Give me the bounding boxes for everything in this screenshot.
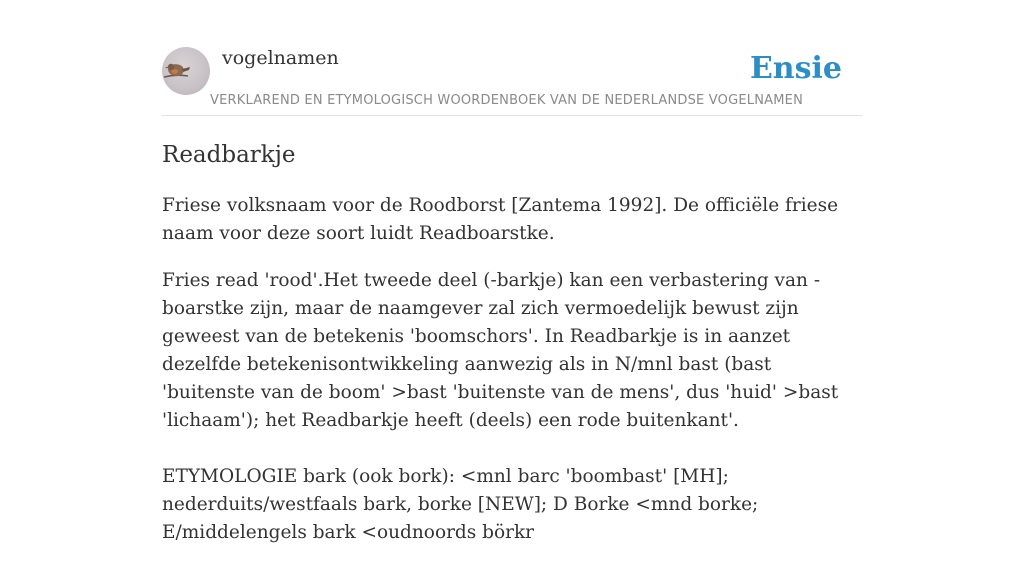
site-tagline: VERKLAREND EN ETYMOLOGISCH WOORDENBOEK VAN DE NEDERLANDSE VOGELNAMEN bbox=[210, 93, 804, 108]
page-title: Readbarkje bbox=[162, 142, 296, 168]
brand-logo[interactable]: Ensie bbox=[749, 51, 842, 86]
entry-paragraph: Fries read 'rood'.Het tweede deel (-barkje) kan een verbastering van -boarstke zijn, maar de naamgever zal zich vermoedelijk bewust zijn geweest van de betekenis 'boomschors'. In Readbarkje is in aanzet dezelfde betekenisontwikkeling aanwezig als in N/mnl bast (bast 'buitenste van de boom' >bast 'buitenste van de mens', dus 'huid' >bast 'lichaam'); het Readbarkje heeft (deels) een rode buitenkant'. bbox=[162, 270, 839, 431]
etymology-paragraph: ETYMOLOGIE bark (ook bork): <mnl barc 'boombast' [MH]; nederduits/westfaals bark, borke [NEW]; D Borke <mnd borke; E/middelengels bark <oudnoords börkr bbox=[162, 466, 759, 543]
entry-paragraph: Friese volksnaam voor de Roodborst [Zantema 1992]. De officiële friese naam voor deze soort luidt Readboarstke. bbox=[162, 195, 839, 244]
site-header bbox=[162, 0, 862, 116]
bird-photo-icon bbox=[162, 47, 210, 95]
site-name[interactable]: vogelnamen bbox=[222, 47, 339, 69]
entry-body bbox=[162, 192, 862, 566]
avatar[interactable] bbox=[162, 47, 210, 95]
content-container bbox=[162, 0, 862, 543]
